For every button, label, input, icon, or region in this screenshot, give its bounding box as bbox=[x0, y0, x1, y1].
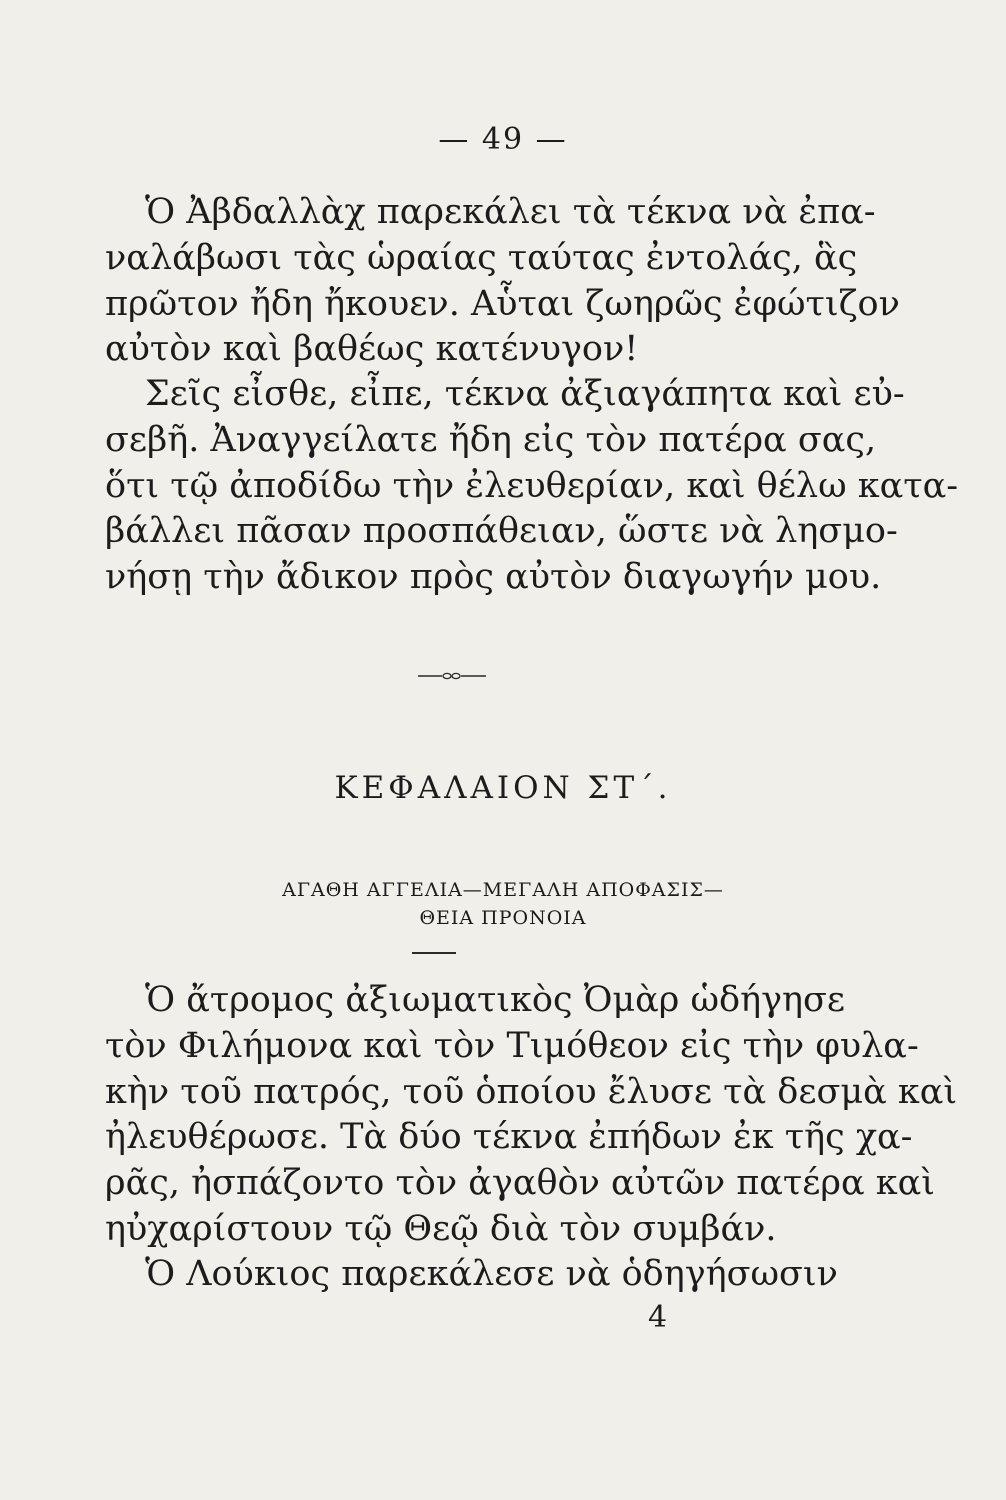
text-line: πρῶτον ἤδη ἤκουεν. Αὗται ζωηρῶς ἐφώτιζον bbox=[105, 283, 900, 324]
text-line: Ὁ Λούκιος παρεκάλεσε νὰ ὁδηγήσωσιν bbox=[145, 1254, 838, 1294]
chapter-subtitle bbox=[0, 876, 1006, 932]
text-line: ηὐχαρίστουν τῷ Θεῷ διὰ τὸν συμβάν. bbox=[105, 1208, 777, 1249]
paragraph-3 bbox=[105, 978, 958, 1253]
text-line: βάλλει πᾶσαν προσπάθειαν, ὥστε νὰ λησμο- bbox=[105, 511, 898, 552]
subtitle-line: ΑΓΑΘΗ ΑΓΓΕΛΙΑ—ΜΕΓΑΛΗ ΑΠΟΦΑΣΙΣ— bbox=[282, 879, 724, 901]
page-number: — 49 — bbox=[438, 122, 568, 157]
paragraph-2 bbox=[105, 372, 959, 601]
text-line: κὴν τοῦ πατρός, τοῦ ὁποίου ἔλυσε τὰ δεσμὰ καὶ bbox=[105, 1071, 958, 1112]
paragraph-1 bbox=[105, 190, 900, 373]
text-line: Σεῖς εἶσθε, εἶπε, τέκνα ἀξιαγάπητα καὶ εὐ- bbox=[145, 374, 905, 414]
subtitle-line: ΘΕΙΑ ΠΡΟΝΟΙΑ bbox=[419, 907, 587, 929]
text-line: ὅτι τῷ ἀποδίδω τὴν ἐλευθερίαν, καὶ θέλω κατα- bbox=[105, 465, 959, 506]
text-line: Ὁ Ἀβδαλλὰχ παρεκάλει τὰ τέκνα νὰ ἐπα- bbox=[145, 192, 876, 232]
short-rule bbox=[412, 952, 456, 954]
text-line: νήσῃ τὴν ἄδικον πρὸς αὐτὸν διαγωγήν μου. bbox=[105, 557, 882, 598]
section-divider-ornament bbox=[418, 670, 486, 682]
chapter-title: ΚΕΦΑΛΑΙΟΝ ΣΤ΄. bbox=[334, 770, 672, 806]
text-line: αὐτὸν καὶ βαθέως κατένυγον! bbox=[105, 329, 639, 370]
text-line: τὸν Φιλήμονα καὶ τὸν Τιμόθεον εἰς τὴν φυλα- bbox=[105, 1025, 919, 1066]
text-line: ναλάβωσι τὰς ὡραίας ταύτας ἐντολάς, ἃς bbox=[105, 237, 858, 278]
paragraph-4 bbox=[105, 1252, 838, 1298]
text-line: ρᾶς, ἠσπάζοντο τὸν ἀγαθὸν αὐτῶν πατέρα καὶ bbox=[105, 1163, 935, 1204]
text-line: σεβῆ. Ἀναγγείλατε ἤδη εἰς τὸν πατέρα σας, bbox=[105, 419, 877, 460]
signature-mark: 4 bbox=[648, 1300, 668, 1335]
text-line: ἠλευθέρωσε. Τὰ δύο τέκνα ἐπήδων ἐκ τῆς χα- bbox=[105, 1117, 913, 1158]
text-line: Ὁ ἄτρομος ἀξιωματικὸς Ὀμὰρ ὡδήγησε bbox=[145, 980, 845, 1020]
